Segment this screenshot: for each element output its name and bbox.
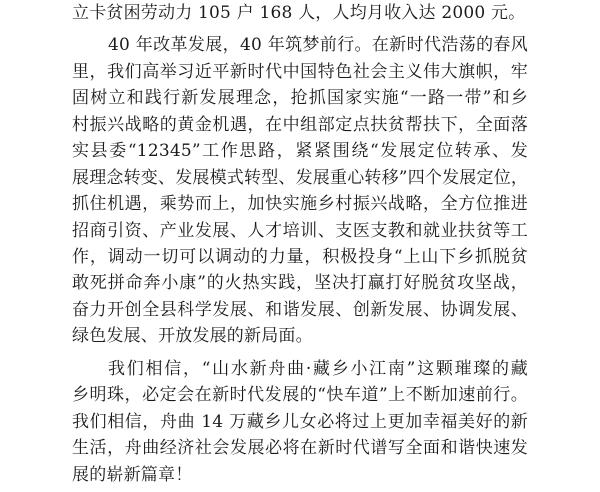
text-line: 我们相信，舟曲 14 万藏乡儿女必将过上更加幸福美好的新 [72, 411, 528, 432]
text-line: 里，我们高举习近平新时代中国特色社会主义伟大旗帜，牢 [72, 61, 528, 82]
text-line: 实县委“12345”工作思路，紧紧围绕“发展定位转承、发 [72, 141, 528, 162]
text-line: 敢死拼命奔小康”的火热实践，坚决打赢打好脱贫攻坚战， [72, 273, 528, 294]
text-line: 展理念转变、发展模式转型、发展重心转移”四个发展定位， [72, 167, 529, 188]
paragraph-first-line: 我们相信，“山水新舟曲·藏乡小江南”这颗璀璨的藏 [108, 358, 528, 379]
paragraph-first-line: 40 年改革发展，40 年筑梦前行。在新时代浩荡的春风 [108, 35, 528, 56]
text-line: 抓住机遇，乘势而上，加快实施乡村振兴战略，全方位推进 [72, 194, 528, 215]
text-line: 作，调动一切可以调动的力量，积极投身“上山下乡抓脱贫 [72, 247, 528, 267]
text-line: 固树立和践行新发展理念，抢抓国家实施“一路一带”和乡 [72, 88, 528, 109]
text-line: 村振兴战略的黄金机遇，在中组部定点扶贫帮扶下，全面落 [72, 114, 528, 135]
paragraph-last-line: 绿色发展、开放发展的新局面。 [72, 326, 313, 347]
text-line: 立卡贫困劳动力 105 户 168 人，人均月收入达 2000 元。 [72, 3, 526, 23]
text-line: 乡明珠，必定会在新时代发展的“快车道”上不断加速前行。 [72, 385, 528, 406]
paragraph-last-line: 展的崭新篇章！ [72, 464, 193, 485]
text-line: 奋力开创全县科学发展、和谐发展、创新发展、协调发展、 [72, 299, 528, 320]
text-line: 招商引资、产业发展、人才培训、支医支教和就业扶贫等工 [72, 220, 528, 241]
text-line: 生活，舟曲经济社会发展必将在新时代谱写全面和谐快速发 [72, 438, 528, 459]
